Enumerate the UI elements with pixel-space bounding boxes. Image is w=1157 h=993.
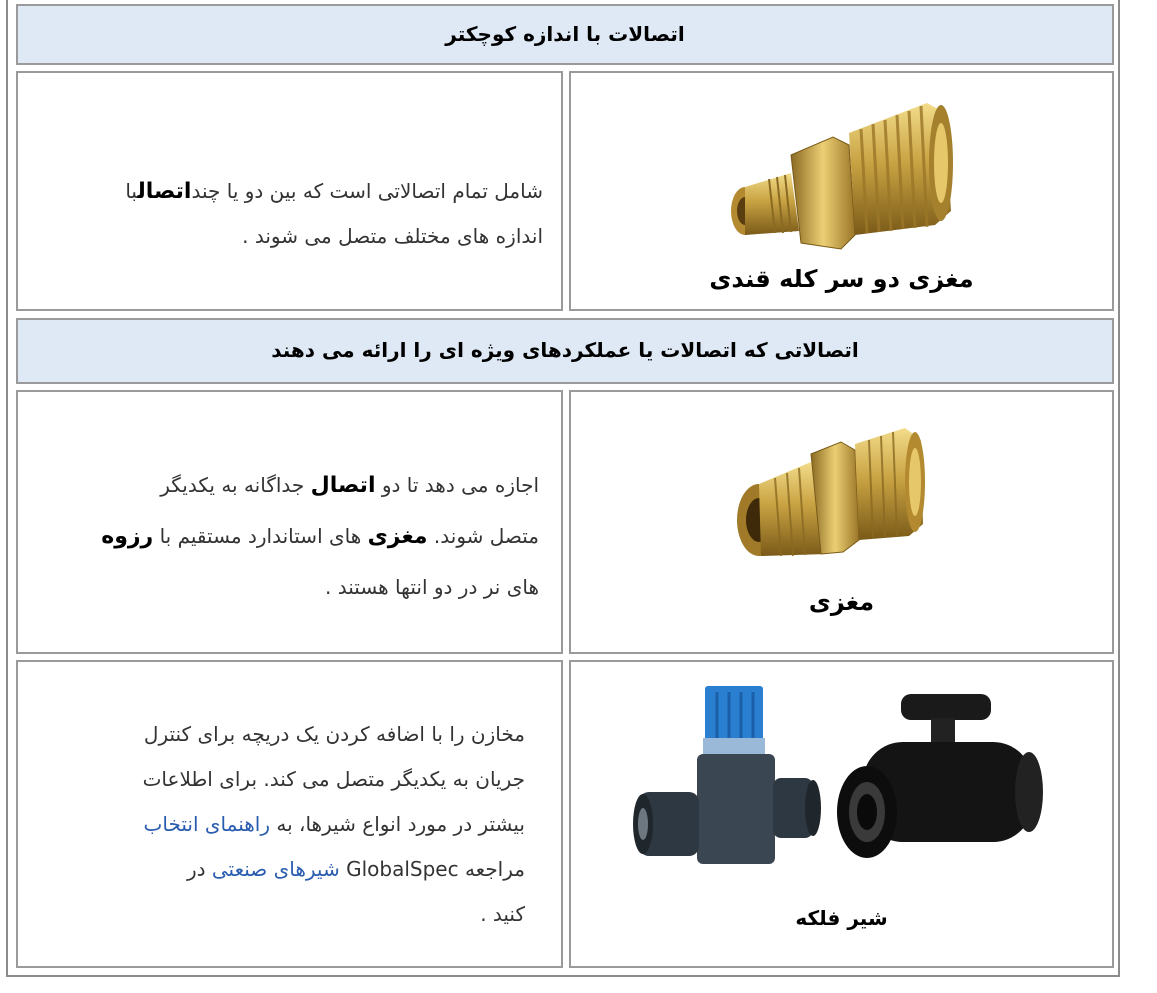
row2-image-cell — [569, 390, 1114, 654]
row3-description: مخازن را با اضافه کردن یک دریچه برای کنترل جریان به یکدیگر متصل می کند. برای اطلاعات بیشتر در مورد انواع شیرها، به راهنمای انتخاب مراجعه GlobalSpec شیرهای صنعتی در کنید . — [142, 722, 525, 926]
brass-hex-nipple-image — [731, 422, 931, 572]
row3-caption: شیر فلکه — [795, 906, 888, 930]
row3-image-cell — [569, 660, 1114, 968]
brass-flare-reducer-image — [721, 93, 961, 263]
row2-description-cell — [16, 390, 563, 654]
section-header-smaller-fittings: اتصالات با اندازه کوچکتر — [16, 4, 1114, 65]
section-header-special-fittings: اتصالاتی که اتصالات یا عملکردهای ویژه ای را ارائه می دهند — [16, 318, 1114, 384]
industrial-valves-link[interactable]: شیرهای صنعتی — [211, 857, 340, 881]
row2-caption: مغزی — [808, 588, 875, 616]
row3-description-cell — [16, 660, 563, 968]
row1-caption: مغزی دو سر کله قندی — [709, 265, 974, 293]
row1-image-cell — [569, 71, 1114, 311]
row1-description-cell — [16, 71, 563, 311]
row1-description: شامل تمام اتصالاتی است که بین دو یا چنداتصالبا اندازه های مختلف متصل می شوند . — [125, 179, 543, 248]
valve-selection-guide-link[interactable]: راهنمای انتخاب — [143, 812, 270, 836]
pneumatic-valves-image — [631, 682, 1051, 882]
row2-description: اجازه می دهد تا دو اتصال جداگانه به یکدیگر متصل شوند. مغزی های استاندارد مستقیم با رزوه های نر در دو انتها هستند . — [101, 473, 539, 599]
